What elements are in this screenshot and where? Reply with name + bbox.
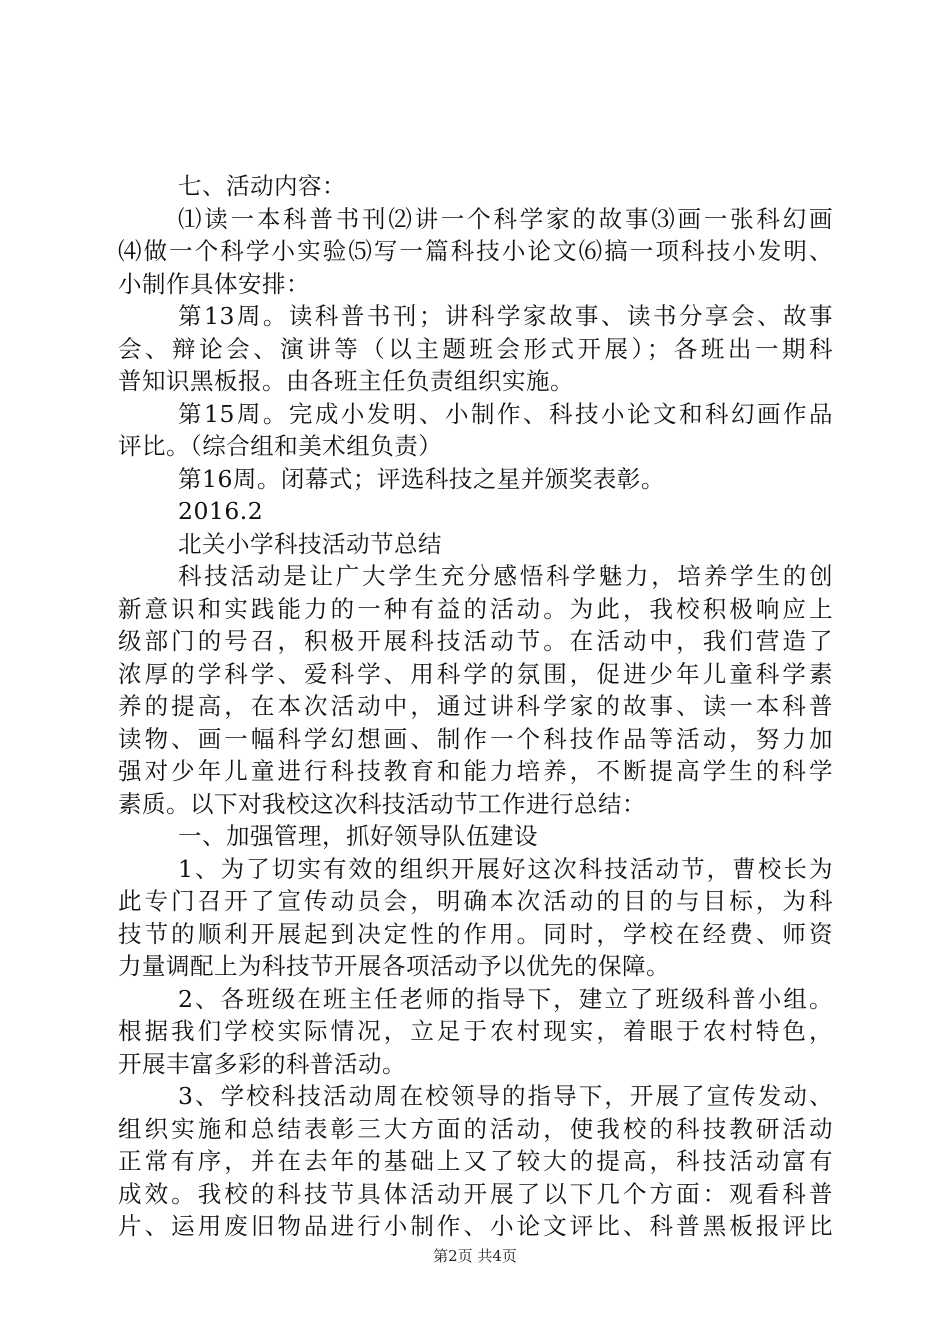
text-line: 读物、画一幅科学幻想画、制作一个科技作品等活动，努力加 <box>118 724 833 753</box>
text-line: 3、学校科技活动周在校领导的指导下，开展了宣传发动、 <box>178 1082 833 1110</box>
text-line: 北关小学科技活动节总结 <box>178 529 442 558</box>
text-line: 力量调配上为科技节开展各项活动予以优先的保障。 <box>118 952 670 980</box>
text-line: 新意识和实践能力的一种有益的活动。为此，我校积极响应上 <box>118 594 833 623</box>
text-line: 评比。（综合组和美术组负责） <box>118 432 443 460</box>
text-line: 技节的顺利开展起到决定性的作用。同时，学校在经费、师资 <box>118 919 833 948</box>
page-footer: 第2页 共4页 <box>433 1247 517 1265</box>
text-line: 会、辩论会、演讲等（以主题班会形式开展）；各班出一期科 <box>118 334 833 363</box>
text-line: 1、为了切实有效的组织开展好这次科技活动节，曹校长为 <box>178 854 833 883</box>
text-line: 一、加强管理，抓好领导队伍建设 <box>178 822 538 850</box>
text-line: 此专门召开了宣传动员会，明确本次活动的目的与目标，为科 <box>118 887 833 915</box>
text-line: 正常有序，并在去年的基础上又了较大的提高，科技活动富有 <box>118 1147 833 1175</box>
text-line: ⑴读一本科普书刊⑵讲一个科学家的故事⑶画一张科幻画 <box>178 204 833 233</box>
text-line: 2、各班级在班主任老师的指导下，建立了班级科普小组。 <box>178 984 833 1013</box>
text-line: 开展丰富多彩的科普活动。 <box>118 1049 406 1078</box>
text-line: ⑷做一个科学小实验⑸写一篇科技小论文⑹搞一项科技小发明、 <box>118 237 833 265</box>
text-line: 素质。以下对我校这次科技活动节工作进行总结： <box>118 789 646 818</box>
text-line: 片、运用废旧物品进行小制作、小论文评比、科普黑板报评比 <box>118 1212 833 1240</box>
text-line: 科技活动是让广大学生充分感悟科学魅力，培养学生的创 <box>178 562 833 590</box>
text-line: 第13周。读科普书刊；讲科学家故事、读书分享会、故事 <box>178 302 833 330</box>
text-line: 养的提高，在本次活动中，通过讲科学家的故事、读一本科普 <box>118 692 833 720</box>
text-line: 级部门的号召，积极开展科技活动节。在活动中，我们营造了 <box>118 627 833 655</box>
text-line: 第16周。闭幕式；评选科技之星并颁奖表彰。 <box>178 464 665 493</box>
text-line: 浓厚的学科学、爱科学、用科学的氛围，促进少年儿童科学素 <box>118 659 833 688</box>
document-body <box>118 170 833 1243</box>
text-line: 2016.2 <box>178 497 264 525</box>
text-line: 组织实施和总结表彰三大方面的活动，使我校的科技教研活动 <box>118 1114 833 1143</box>
text-line: 强对少年儿童进行科技教育和能力培养，不断提高学生的科学 <box>118 757 833 785</box>
text-line: 普知识黑板报。由各班主任负责组织实施。 <box>118 367 574 395</box>
text-line: 第15周。完成小发明、小制作、科技小论文和科幻画作品 <box>178 399 833 428</box>
text-line: 根据我们学校实际情况，立足于农村现实，着眼于农村特色， <box>118 1017 833 1045</box>
text-line: 小制作具体安排： <box>118 269 310 298</box>
text-line: 成效。我校的科技节具体活动开展了以下几个方面：观看科普 <box>118 1179 833 1208</box>
text-line: 七、活动内容： <box>178 172 346 200</box>
